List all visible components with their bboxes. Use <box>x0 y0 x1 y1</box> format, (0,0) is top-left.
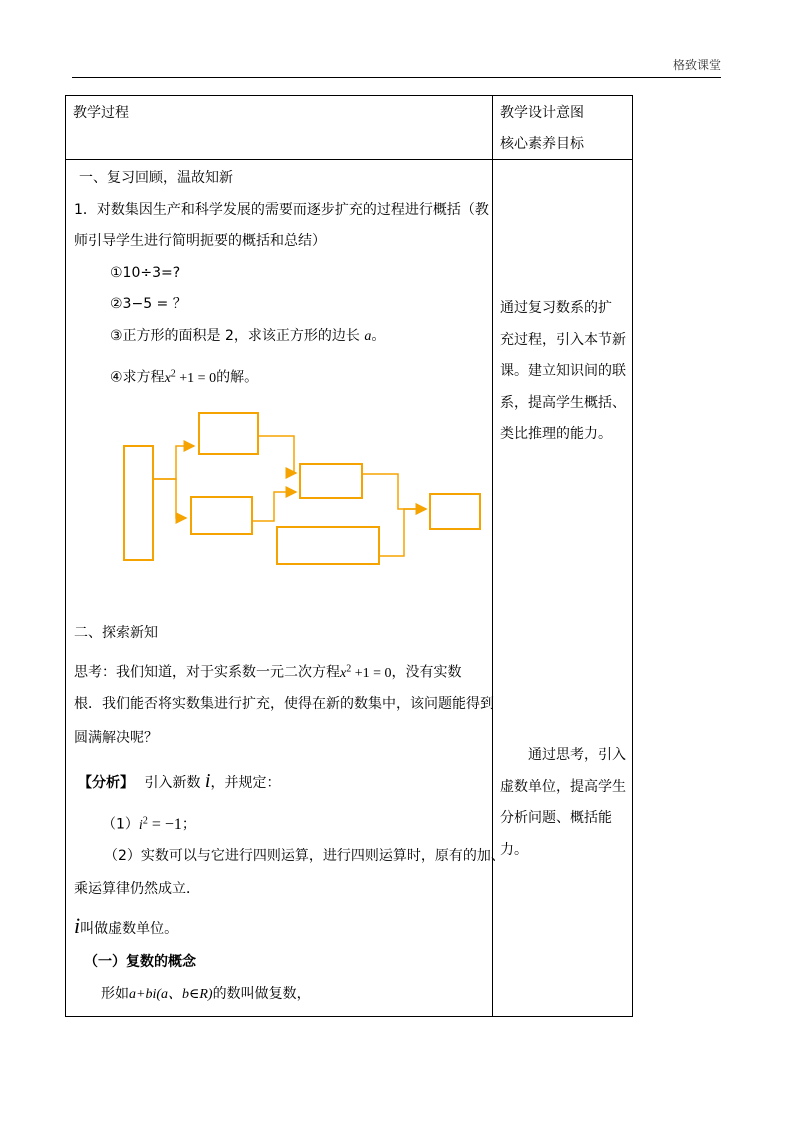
question-item-3-text: ③正方形的面积是 2，求该正方形的边长 <box>110 328 360 344</box>
think-eq-base-x: x <box>340 665 347 681</box>
eq-rest: +1 = 0 <box>175 370 217 386</box>
unit-i-symbol: i <box>74 913 81 938</box>
connector-top-to-center <box>259 436 296 473</box>
question-item-4-text: ④求方程 <box>110 369 165 386</box>
connector-start-to-mid <box>154 479 186 518</box>
design-note-line: 通过思考，引入 <box>528 747 626 763</box>
right-column-header-2: 核心素养目标 <box>500 136 584 152</box>
rule-1 <box>102 811 196 836</box>
unit-definition-text: 叫做虚数单位。 <box>80 921 179 937</box>
left-column-header: 教学过程 <box>73 105 129 121</box>
question-item-2: ②3−5 = ？ <box>110 296 187 312</box>
think-eq-exponent: 2 <box>346 663 352 674</box>
unit-definition <box>74 913 179 939</box>
def-suffix: 的数叫做复数， <box>212 986 311 1002</box>
question-item-3-suffix: 。 <box>371 328 386 344</box>
analysis-line <box>78 771 280 793</box>
design-note-line: 课。建立知识间的联 <box>500 363 626 379</box>
rule-1-base-i: i <box>138 817 143 833</box>
think-equation <box>340 663 392 681</box>
section2-title: 二、探索新知 <box>74 625 158 641</box>
connector-start-to-top <box>154 446 194 479</box>
analysis-text: 引入新数 <box>144 775 201 791</box>
imaginary-unit-i: i <box>204 770 211 792</box>
think-eq-rest: +1 = 0 <box>351 665 392 681</box>
design-note-line: 分析问题、概括能 <box>500 810 612 826</box>
think-line-1-suffix: ，没有实数 <box>391 664 462 681</box>
header-rule <box>72 77 721 78</box>
rule-1-equation <box>138 815 182 833</box>
rule-1-number: （1） <box>102 816 139 833</box>
think-line-3: 圆满解决呢？ <box>74 730 158 746</box>
think-line-1-text: 思考：我们知道，对于实系数一元二次方程 <box>74 664 340 681</box>
section1-paragraph-line2: 师引导学生进行简明扼要的概括和总结） <box>74 233 326 249</box>
design-note-line: 力。 <box>500 841 528 858</box>
section1-paragraph-line1: 1．对数集因生产和科学发展的需要而逐步扩充的过程进行概括（教 <box>74 202 489 218</box>
connector-bottom-to-end <box>380 509 426 556</box>
def-prefix: 形如 <box>101 986 129 1002</box>
right-column-header-1: 教学设计意图 <box>500 105 584 121</box>
def-expression: a+bi(a、b∈R) <box>129 987 213 1002</box>
rule-1-exponent: 2 <box>142 815 148 826</box>
question-item-4-suffix: 的解。 <box>216 369 259 386</box>
eq-base-x: x <box>164 370 171 386</box>
design-note-line: 通过复习数系的扩 <box>500 300 612 316</box>
rule-2-line-2: 乘运算律仍然成立． <box>74 881 200 897</box>
eq-exponent: 2 <box>170 368 176 379</box>
complex-definition <box>101 984 311 1005</box>
think-line-2: 根．我们能否将实数集进行扩充，使得在新的数集中，该问题能得到 <box>74 696 494 712</box>
design-note-line: 类比推理的能力。 <box>500 426 612 442</box>
analysis-suffix: ，并规定： <box>210 775 281 791</box>
column-divider <box>492 96 493 1016</box>
section1-title: 一、复习回顾，温故知新 <box>79 170 233 186</box>
analysis-label: 【分析】 <box>78 775 134 791</box>
rule-1-rest: = −1 <box>147 815 182 833</box>
design-note-line: 充过程，引入本节新 <box>500 331 626 348</box>
subsection-title: （一）复数的概念 <box>84 954 196 970</box>
design-note-1 <box>500 293 626 451</box>
think-line-1 <box>74 659 462 684</box>
connector-center-to-end <box>363 474 426 509</box>
lesson-table <box>65 95 633 1017</box>
connector-mid-to-center <box>253 492 296 521</box>
design-note-line: 系，提高学生概括、 <box>500 394 626 411</box>
variable-a: a <box>364 329 372 344</box>
rule-2-line-1: （2）实数可以与它进行四则运算，进行四则运算时，原有的加、 <box>104 848 505 864</box>
header-brand: 格致课堂 <box>672 58 721 72</box>
design-note-2 <box>500 740 626 866</box>
rule-1-suffix: ； <box>181 816 196 833</box>
question-item-1: ①10÷3=? <box>110 265 181 281</box>
design-note-line: 虚数单位，提高学生 <box>500 778 626 795</box>
